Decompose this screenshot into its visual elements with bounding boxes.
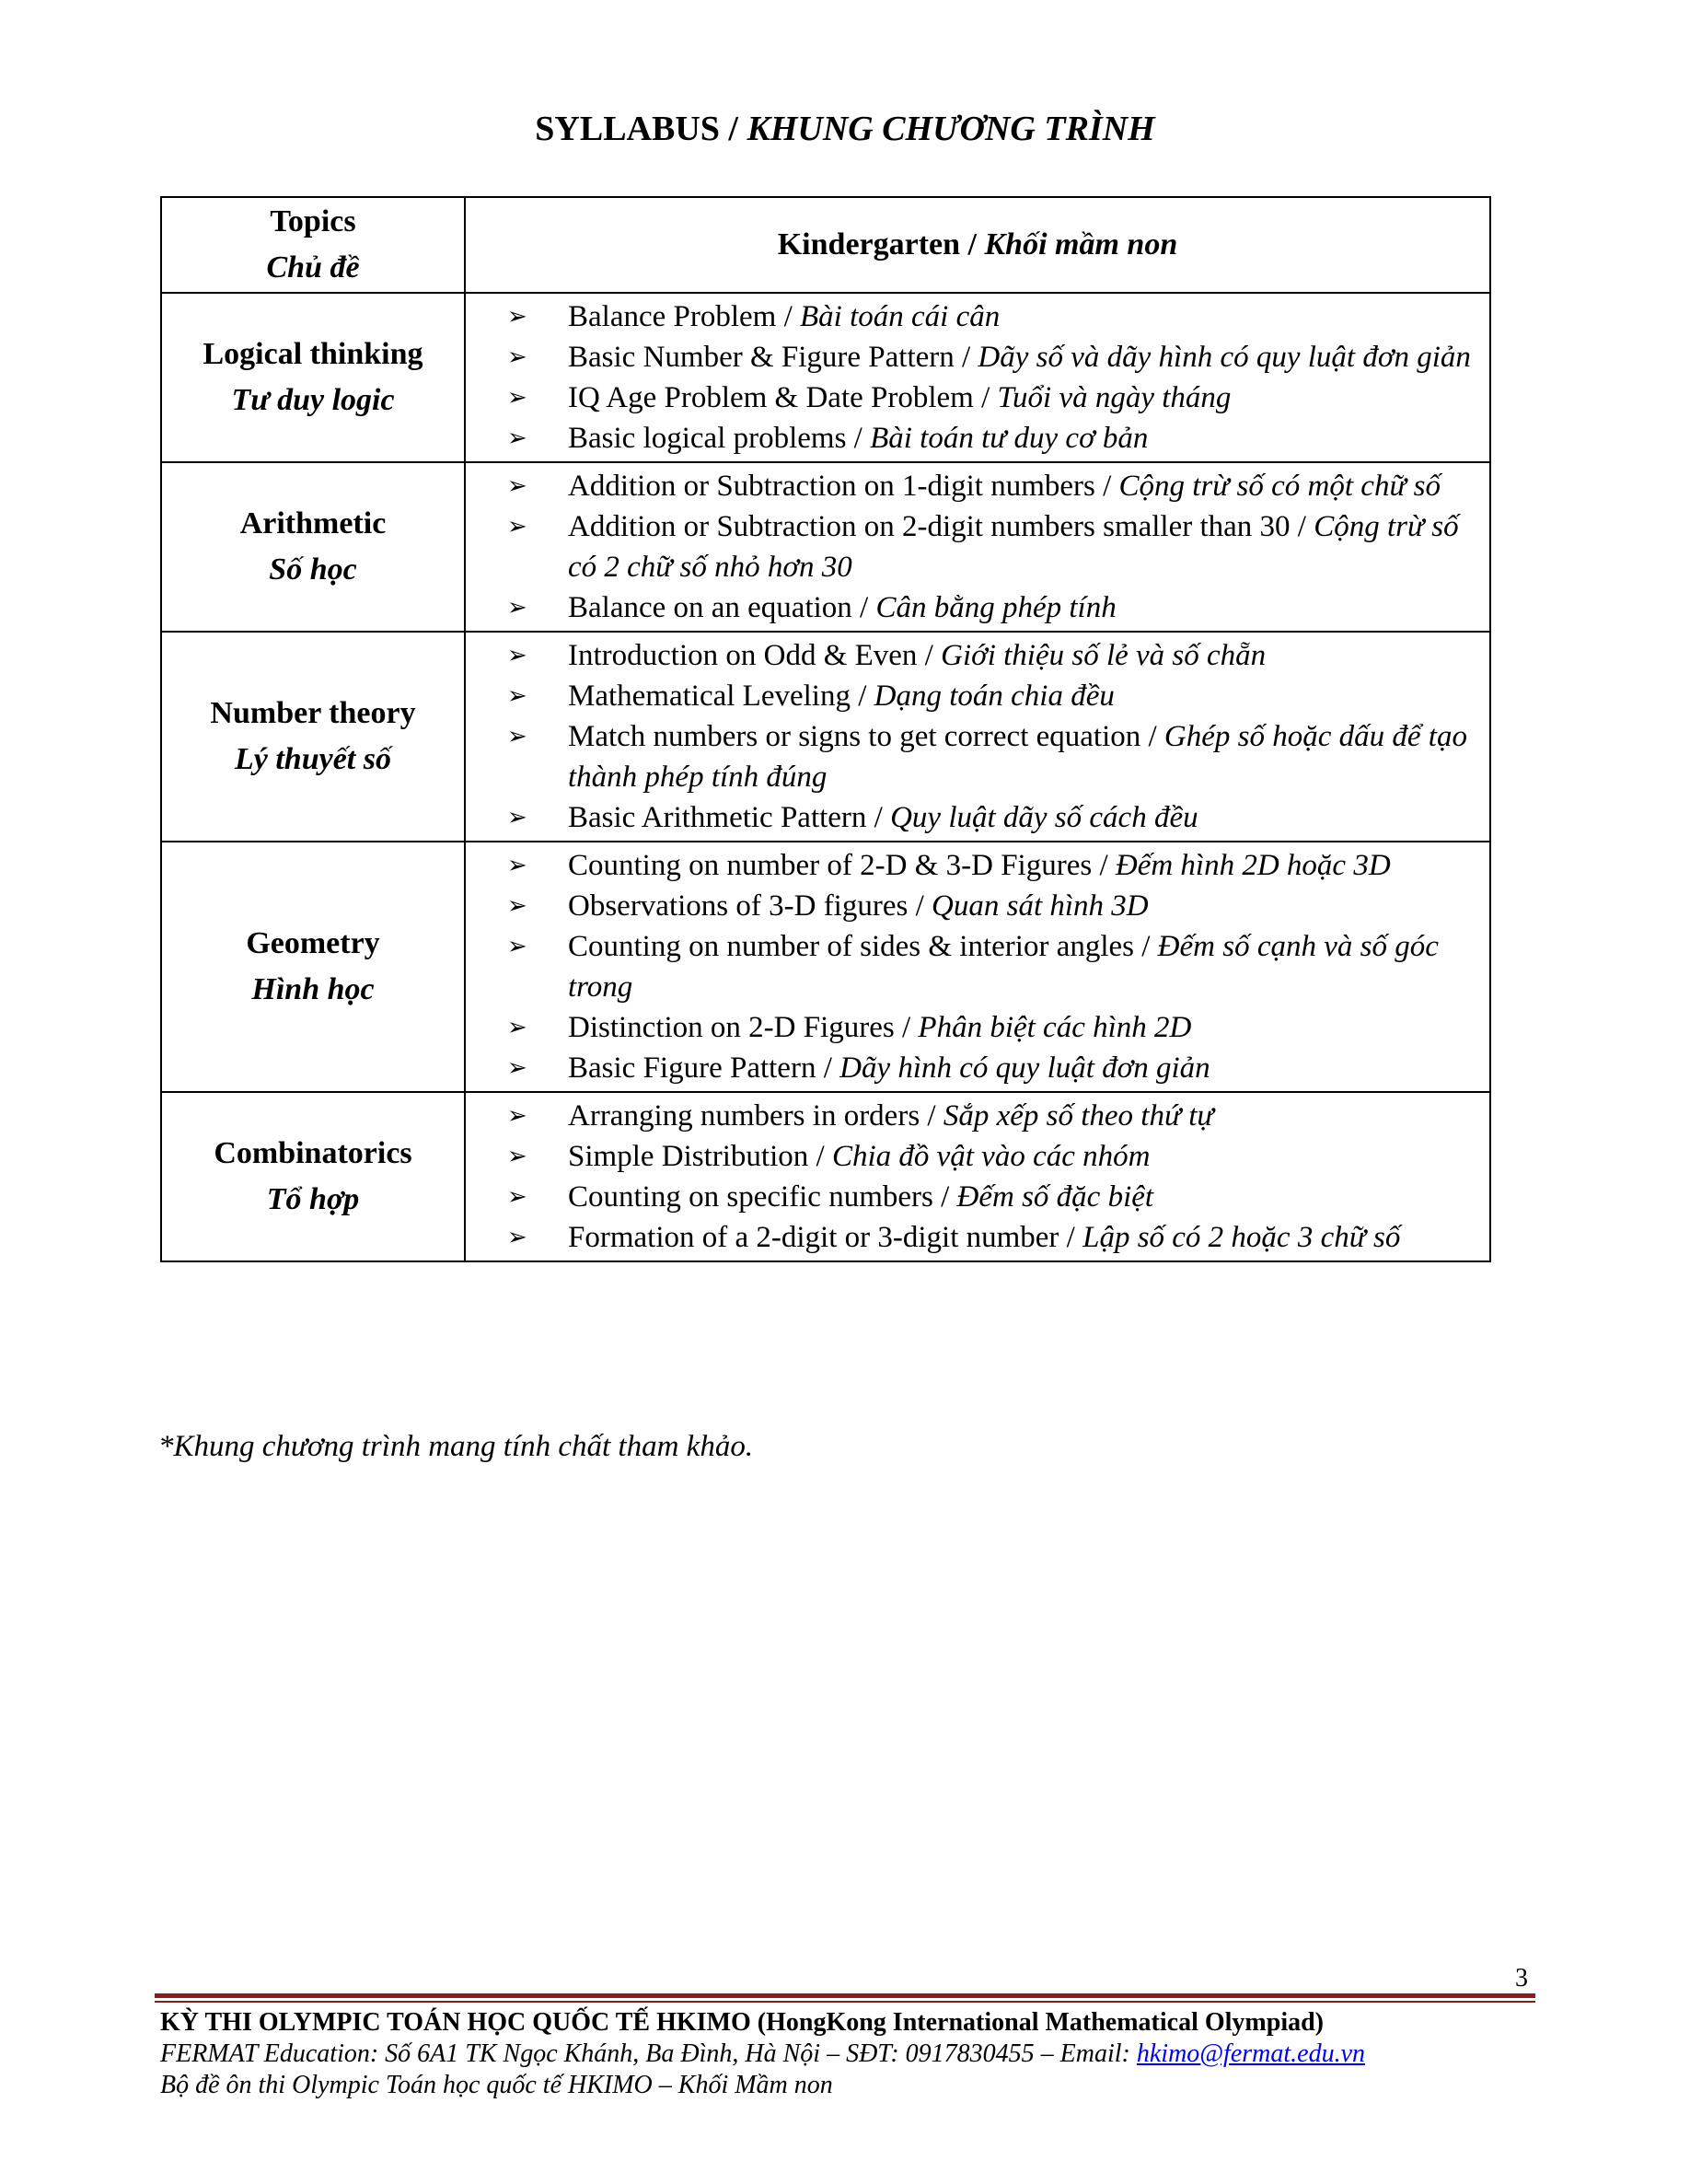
list-item — [467, 1217, 1477, 1258]
item-text-vi: Bài toán tư duy cơ bản — [870, 422, 1149, 455]
arrow-bullet-icon: ➢ — [507, 1183, 527, 1211]
item-text-vi: Ghép số hoặc dấu để tạo thành phép tính đúng — [568, 720, 1467, 794]
arrow-bullet-icon: ➢ — [507, 1102, 527, 1130]
list-item — [467, 1096, 1477, 1136]
table-row — [161, 1092, 1490, 1261]
item-text-vi: Quy luật dãy số cách đều — [890, 801, 1198, 834]
table-row — [161, 462, 1490, 632]
list-item — [467, 1007, 1477, 1048]
topic-items-list — [467, 843, 1488, 1090]
email-link[interactable]: hkimo@fermat.edu.vn — [1136, 2039, 1366, 2068]
item-text-en: IQ Age Problem & Date Problem / — [568, 381, 998, 414]
topic-items-list — [467, 464, 1488, 630]
arrow-bullet-icon: ➢ — [507, 343, 527, 371]
arrow-bullet-icon: ➢ — [507, 594, 527, 622]
item-text-en: Introduction on Odd & Even / — [568, 639, 942, 672]
list-item — [467, 926, 1477, 1007]
arrow-bullet-icon: ➢ — [507, 472, 527, 500]
item-text-vi: Tuổi và ngày tháng — [997, 381, 1232, 414]
list-item — [467, 797, 1477, 838]
item-text-en: Balance on an equation / — [568, 591, 876, 624]
page-number: 3 — [1515, 1964, 1528, 1992]
topic-items-list — [467, 295, 1488, 460]
footer-rule-thick — [155, 1993, 1535, 1998]
item-text-vi: Đếm số cạnh và số góc trong — [568, 930, 1439, 1004]
item-text-en: Balance Problem / — [568, 300, 801, 333]
item-text-vi: Cộng trừ số có 2 chữ số nhỏ hơn 30 — [568, 510, 1459, 584]
item-text-vi: Cân bằng phép tính — [875, 591, 1117, 624]
list-item — [467, 1177, 1477, 1217]
item-text-en: Addition or Subtraction on 1-digit numbers / — [568, 470, 1119, 503]
page-title: SYLLABUS / KHUNG CHƯƠNG TRÌNH — [535, 110, 1155, 148]
item-text-en: Addition or Subtraction on 2-digit numbers smaller than 30 / — [568, 510, 1314, 543]
arrow-bullet-icon: ➢ — [507, 513, 527, 540]
item-text-vi: Lập số có 2 hoặc 3 chữ số — [1082, 1221, 1401, 1254]
topic-name-en: Logical thinking — [203, 337, 423, 371]
arrow-bullet-icon: ➢ — [507, 384, 527, 412]
arrow-bullet-icon: ➢ — [507, 303, 527, 331]
table-body — [161, 293, 1490, 1261]
item-text-vi: Đếm hình 2D hoặc 3D — [1115, 849, 1391, 882]
item-text-vi: Cộng trừ số có một chữ số — [1118, 470, 1441, 503]
topics-header: Topics Chủ đề — [161, 197, 465, 293]
topic-name-vi: Lý thuyết số — [235, 742, 391, 776]
items-cell — [465, 842, 1490, 1092]
item-text-vi: Giới thiệu số lẻ và số chẵn — [941, 639, 1267, 672]
arrow-bullet-icon: ➢ — [507, 642, 527, 669]
topic-name-en: Geometry — [246, 926, 380, 960]
item-text-vi: Phân biệt các hình 2D — [918, 1011, 1192, 1044]
topic-cell — [161, 842, 465, 1092]
item-text-en: Basic Number & Figure Pattern / — [568, 341, 978, 374]
item-text-vi: Dãy số và dãy hình có quy luật đơn giản — [978, 341, 1471, 374]
arrow-bullet-icon: ➢ — [507, 804, 527, 831]
list-item — [467, 337, 1477, 378]
item-text-vi: Dãy hình có quy luật đơn giản — [839, 1051, 1210, 1085]
arrow-bullet-icon: ➢ — [507, 892, 527, 920]
list-item — [467, 1048, 1477, 1088]
arrow-bullet-icon: ➢ — [507, 852, 527, 879]
list-item — [467, 296, 1477, 337]
footer-contact: FERMAT Education: Số 6A1 TK Ngọc Khánh, Ba Đình, Hà Nội – SĐT: 0917830455 – Email: hkimo@fermat.edu.vn — [160, 2039, 1366, 2068]
item-text-vi: Đếm số đặc biệt — [956, 1180, 1154, 1214]
footer-contest-name: KỲ THI OLYMPIC TOÁN HỌC QUỐC TẾ HKIMO (HongKong International Mathematical Olympiad) — [160, 2008, 1324, 2037]
item-text-en: Simple Distribution / — [568, 1140, 832, 1173]
topic-cell — [161, 632, 465, 842]
footer-book-title: Bộ đề ôn thi Olympic Toán học quốc tế HKIMO – Khối Mầm non — [160, 2071, 833, 2099]
table-row — [161, 293, 1490, 462]
topic-items-list — [467, 633, 1488, 840]
items-cell — [465, 1092, 1490, 1261]
list-item — [467, 506, 1477, 587]
item-text-en: Mathematical Leveling / — [568, 680, 874, 713]
item-text-en: Basic Arithmetic Pattern / — [568, 801, 891, 834]
topic-name-en: Arithmetic — [239, 506, 387, 540]
item-text-vi: Chia đồ vật vào các nhóm — [831, 1140, 1151, 1173]
list-item — [467, 676, 1477, 716]
list-item — [467, 587, 1477, 628]
arrow-bullet-icon: ➢ — [507, 682, 527, 710]
item-text-en: Match numbers or signs to get correct equation / — [568, 720, 1164, 753]
topic-cell — [161, 293, 465, 462]
item-text-vi: Dạng toán chia đều — [874, 680, 1115, 713]
syllabus-table — [160, 196, 1491, 1262]
level-header: Kindergarten / Khối mầm non — [465, 197, 1490, 293]
item-text-en: Counting on number of sides & interior angles / — [568, 930, 1158, 963]
item-text-en: Basic Figure Pattern / — [568, 1051, 840, 1085]
item-text-vi: Quan sát hình 3D — [932, 889, 1149, 923]
table-header-row — [161, 197, 1490, 293]
item-text-en: Observations of 3-D figures / — [568, 889, 932, 923]
arrow-bullet-icon: ➢ — [507, 933, 527, 960]
arrow-bullet-icon: ➢ — [507, 1143, 527, 1170]
footer-rule-thin — [155, 2001, 1535, 2003]
arrow-bullet-icon: ➢ — [507, 1224, 527, 1251]
items-cell — [465, 462, 1490, 632]
arrow-bullet-icon: ➢ — [507, 723, 527, 750]
items-cell — [465, 293, 1490, 462]
topic-cell — [161, 1092, 465, 1261]
topic-name-en: Number theory — [210, 696, 416, 730]
list-item — [467, 716, 1477, 797]
list-item — [467, 466, 1477, 506]
topic-name-vi: Tư duy logic — [231, 383, 395, 417]
list-item — [467, 635, 1477, 676]
footer — [160, 2007, 1365, 2101]
list-item — [467, 378, 1477, 418]
item-text-en: Counting on number of 2-D & 3-D Figures / — [568, 849, 1116, 882]
list-item — [467, 418, 1477, 459]
item-text-en: Distinction on 2-D Figures / — [568, 1011, 919, 1044]
item-text-en: Basic logical problems / — [568, 422, 871, 455]
items-cell — [465, 632, 1490, 842]
arrow-bullet-icon: ➢ — [507, 424, 527, 452]
arrow-bullet-icon: ➢ — [507, 1054, 527, 1082]
topic-name-vi: Số học — [269, 552, 357, 587]
item-text-vi: Bài toán cái cân — [800, 300, 1001, 333]
table-row — [161, 842, 1490, 1092]
topic-name-vi: Tổ hợp — [266, 1182, 360, 1216]
list-item — [467, 845, 1477, 886]
topic-cell — [161, 462, 465, 632]
topic-items-list — [467, 1094, 1488, 1260]
arrow-bullet-icon: ➢ — [507, 1014, 527, 1041]
item-text-en: Formation of a 2-digit or 3-digit number / — [568, 1221, 1083, 1254]
list-item — [467, 886, 1477, 926]
item-text-vi: Sắp xếp số theo thứ tự — [943, 1099, 1214, 1133]
item-text-en: Counting on specific numbers / — [568, 1180, 957, 1214]
item-text-en: Arranging numbers in orders / — [568, 1099, 943, 1133]
reference-note: *Khung chương trình mang tính chất tham khảo. — [158, 1430, 754, 1463]
table-row — [161, 632, 1490, 842]
topic-name-en: Combinatorics — [214, 1136, 412, 1170]
list-item — [467, 1136, 1477, 1177]
topic-name-vi: Hình học — [251, 972, 375, 1006]
